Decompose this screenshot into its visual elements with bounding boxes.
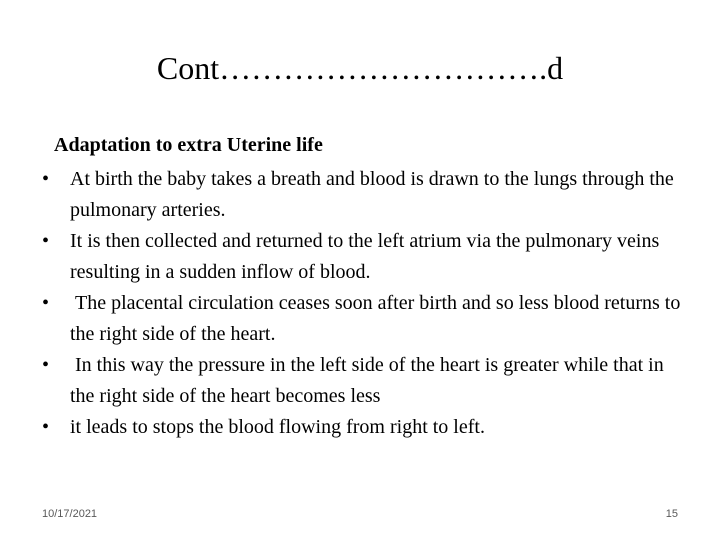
- footer-page-number: 15: [665, 508, 678, 520]
- bullet-text: it leads to stops the blood flowing from right to left.: [70, 416, 485, 438]
- bullet-text: It is then collected and returned to the left atrium via the pulmonary veins resulting in a sudden inflow of blood.: [70, 230, 665, 283]
- bullet-marker: •: [42, 230, 50, 252]
- slide-title: Cont………………………….d: [156, 50, 564, 86]
- bullet-item: [42, 412, 682, 443]
- bullet-marker: •: [42, 354, 50, 376]
- bullet-item: [42, 350, 682, 412]
- bullet-item: [42, 288, 686, 350]
- slide-subtitle: Adaptation to extra Uterine life: [54, 134, 323, 156]
- bullet-text: In this way the pressure in the left side of the heart is greater while that in the right side of the heart becomes less: [70, 354, 669, 407]
- bullet-list: [42, 164, 686, 443]
- footer-date: 10/17/2021: [42, 508, 98, 520]
- bullet-item: [42, 164, 682, 226]
- bullet-item: [42, 226, 682, 288]
- bullet-marker: •: [42, 416, 50, 438]
- bullet-text: At birth the baby takes a breath and blood is drawn to the lungs through the pulmonary arteries.: [70, 168, 679, 221]
- bullet-marker: •: [42, 292, 50, 314]
- bullet-marker: •: [42, 168, 50, 190]
- bullet-text: The placental circulation ceases soon after birth and so less blood returns to the right side of the heart.: [70, 292, 686, 345]
